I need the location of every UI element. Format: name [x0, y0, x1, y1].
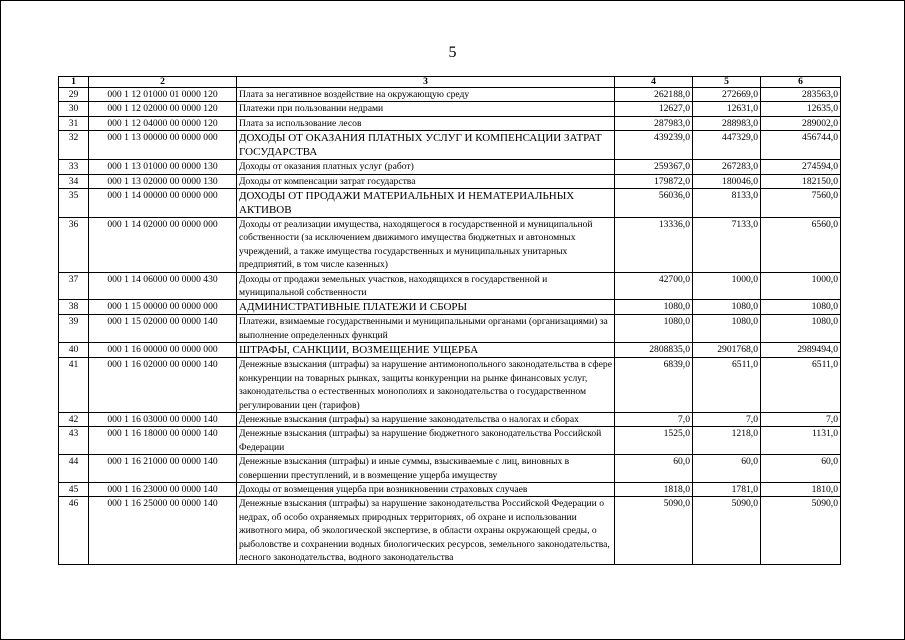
budget-code: 000 1 16 03000 00 0000 140	[89, 412, 237, 426]
value-col-5: 2901768,0	[693, 343, 761, 358]
revenue-description: Доходы от оказания платных услуг (работ)	[237, 160, 615, 174]
revenue-description: ДОХОДЫ ОТ ПРОДАЖИ МАТЕРИАЛЬНЫХ И НЕМАТЕРИАЛЬНЫХ АКТИВОВ	[237, 189, 615, 218]
value-col-5: 5090,0	[693, 497, 761, 565]
value-col-6: 289002,0	[761, 116, 841, 130]
budget-code: 000 1 16 02000 00 0000 140	[89, 358, 237, 413]
budget-code: 000 1 12 01000 01 0000 120	[89, 88, 237, 102]
value-col-4: 1525,0	[615, 427, 693, 455]
budget-code: 000 1 16 18000 00 0000 140	[89, 427, 237, 455]
row-number: 33	[59, 160, 89, 174]
value-col-6: 1810,0	[761, 482, 841, 496]
value-col-5: 180046,0	[693, 174, 761, 188]
revenue-description: Плата за негативное воздействие на окружающую среду	[237, 88, 615, 102]
value-col-6: 7560,0	[761, 189, 841, 218]
table-row	[59, 300, 841, 315]
revenue-description: ДОХОДЫ ОТ ОКАЗАНИЯ ПЛАТНЫХ УСЛУГ И КОМПЕНСАЦИИ ЗАТРАТ ГОСУДАРСТВА	[237, 131, 615, 160]
table-row	[59, 358, 841, 413]
budget-code: 000 1 14 06000 00 0000 430	[89, 272, 237, 300]
table-row	[59, 102, 841, 116]
revenue-description: Денежные взыскания (штрафы) за нарушение законодательства о налогах и сборах	[237, 412, 615, 426]
revenue-description: Денежные взыскания (штрафы) за нарушение законодательства Российской Федерации о недрах, об особо охраняемых природных территориях, об охране и использовании животного мира, об экологической экспертизе, в области охраны окружающей среды, о рыболовстве и сохранении водных биологических ресурсов, земельного законодательства, лесного законодательства, водного законодательства	[237, 497, 615, 565]
budget-code: 000 1 16 25000 00 0000 140	[89, 497, 237, 565]
value-col-5: 447329,0	[693, 131, 761, 160]
revenue-description: Денежные взыскания (штрафы) и иные суммы, взыскиваемые с лиц, виновных в совершении преступлений, и в возмещение ущерба имуществу	[237, 455, 615, 483]
value-col-5: 1000,0	[693, 272, 761, 300]
row-number: 37	[59, 272, 89, 300]
table-row	[59, 427, 841, 455]
budget-code: 000 1 15 02000 00 0000 140	[89, 315, 237, 343]
value-col-4: 259367,0	[615, 160, 693, 174]
revenue-description: Доходы от реализации имущества, находящегося в государственной и муниципальной собственности (за исключением движимого имущества бюджетных и автономных учреждений, а также имущества государственных и муниципальных унитарных предприятий, в том числе казенных)	[237, 218, 615, 273]
table-row	[59, 160, 841, 174]
value-col-6: 60,0	[761, 455, 841, 483]
table-row	[59, 455, 841, 483]
header-cell-6: 6	[761, 77, 841, 88]
table-row	[59, 272, 841, 300]
header-cell-1: 1	[59, 77, 89, 88]
row-number: 40	[59, 343, 89, 358]
value-col-5: 12631,0	[693, 102, 761, 116]
value-col-4: 56036,0	[615, 189, 693, 218]
row-number: 41	[59, 358, 89, 413]
row-number: 31	[59, 116, 89, 130]
value-col-5: 8133,0	[693, 189, 761, 218]
row-number: 45	[59, 482, 89, 496]
budget-code: 000 1 12 02000 00 0000 120	[89, 102, 237, 116]
table-row	[59, 497, 841, 565]
value-col-4: 262188,0	[615, 88, 693, 102]
value-col-5: 7,0	[693, 412, 761, 426]
revenue-description: Платежи, взимаемые государственными и муниципальными органами (организациями) за выполнение определенных функций	[237, 315, 615, 343]
value-col-4: 60,0	[615, 455, 693, 483]
value-col-5: 1080,0	[693, 315, 761, 343]
table-row	[59, 174, 841, 188]
revenue-description: Денежные взыскания (штрафы) за нарушение антимонопольного законодательства в сфере конкуренции на товарных рынках, защиты конкуренции на рынке финансовых услуг, законодательства о естественных монополиях и законодательства о государственном регулировании цен (тарифов)	[237, 358, 615, 413]
value-col-4: 1080,0	[615, 315, 693, 343]
row-number: 43	[59, 427, 89, 455]
value-col-5: 1218,0	[693, 427, 761, 455]
row-number: 35	[59, 189, 89, 218]
value-col-4: 13336,0	[615, 218, 693, 273]
row-number: 36	[59, 218, 89, 273]
value-col-4: 179872,0	[615, 174, 693, 188]
row-number: 34	[59, 174, 89, 188]
table-row	[59, 189, 841, 218]
table-row	[59, 482, 841, 496]
revenue-description: Платежи при пользовании недрами	[237, 102, 615, 116]
budget-code: 000 1 13 01000 00 0000 130	[89, 160, 237, 174]
budget-code: 000 1 16 23000 00 0000 140	[89, 482, 237, 496]
budget-code: 000 1 12 04000 00 0000 120	[89, 116, 237, 130]
header-cell-5: 5	[693, 77, 761, 88]
table-row	[59, 412, 841, 426]
revenue-description: Доходы от возмещения ущерба при возникновении страховых случаев	[237, 482, 615, 496]
table-row	[59, 315, 841, 343]
value-col-5: 288983,0	[693, 116, 761, 130]
row-number: 42	[59, 412, 89, 426]
table-row	[59, 131, 841, 160]
budget-code: 000 1 15 00000 00 0000 000	[89, 300, 237, 315]
budget-code: 000 1 13 02000 00 0000 130	[89, 174, 237, 188]
table-row	[59, 88, 841, 102]
value-col-6: 283563,0	[761, 88, 841, 102]
page-number: 5	[448, 44, 457, 61]
value-col-6: 7,0	[761, 412, 841, 426]
value-col-4: 42700,0	[615, 272, 693, 300]
header-cell-4: 4	[615, 77, 693, 88]
revenue-description: Плата за использование лесов	[237, 116, 615, 130]
value-col-6: 1000,0	[761, 272, 841, 300]
row-number: 46	[59, 497, 89, 565]
value-col-4: 12627,0	[615, 102, 693, 116]
revenue-description: Доходы от компенсации затрат государства	[237, 174, 615, 188]
header-cell-3: 3	[237, 77, 615, 88]
header-cell-2: 2	[89, 77, 237, 88]
value-col-4: 6839,0	[615, 358, 693, 413]
value-col-6: 5090,0	[761, 497, 841, 565]
revenue-description: АДМИНИСТРАТИВНЫЕ ПЛАТЕЖИ И СБОРЫ	[237, 300, 615, 315]
value-col-6: 1080,0	[761, 300, 841, 315]
value-col-5: 7133,0	[693, 218, 761, 273]
value-col-6: 1131,0	[761, 427, 841, 455]
value-col-5: 1080,0	[693, 300, 761, 315]
row-number: 29	[59, 88, 89, 102]
budget-code: 000 1 13 00000 00 0000 000	[89, 131, 237, 160]
value-col-6: 456744,0	[761, 131, 841, 160]
value-col-4: 287983,0	[615, 116, 693, 130]
budget-code: 000 1 16 21000 00 0000 140	[89, 455, 237, 483]
value-col-5: 6511,0	[693, 358, 761, 413]
budget-code: 000 1 14 02000 00 0000 000	[89, 218, 237, 273]
revenue-description: Доходы от продажи земельных участков, находящихся в государственной и муниципальной собственности	[237, 272, 615, 300]
budget-table	[58, 76, 841, 565]
value-col-6: 12635,0	[761, 102, 841, 116]
table-row	[59, 218, 841, 273]
row-number: 32	[59, 131, 89, 160]
table-body	[59, 88, 841, 565]
revenue-description: ШТРАФЫ, САНКЦИИ, ВОЗМЕЩЕНИЕ УЩЕРБА	[237, 343, 615, 358]
value-col-6: 2989494,0	[761, 343, 841, 358]
value-col-5: 1781,0	[693, 482, 761, 496]
value-col-5: 267283,0	[693, 160, 761, 174]
table-row	[59, 343, 841, 358]
value-col-4: 1818,0	[615, 482, 693, 496]
value-col-5: 272669,0	[693, 88, 761, 102]
value-col-4: 7,0	[615, 412, 693, 426]
value-col-4: 439239,0	[615, 131, 693, 160]
table-row	[59, 116, 841, 130]
value-col-6: 274594,0	[761, 160, 841, 174]
value-col-5: 60,0	[693, 455, 761, 483]
value-col-4: 5090,0	[615, 497, 693, 565]
value-col-6: 182150,0	[761, 174, 841, 188]
value-col-6: 6511,0	[761, 358, 841, 413]
value-col-4: 2808835,0	[615, 343, 693, 358]
row-number: 30	[59, 102, 89, 116]
row-number: 39	[59, 315, 89, 343]
budget-code: 000 1 16 00000 00 0000 000	[89, 343, 237, 358]
budget-code: 000 1 14 00000 00 0000 000	[89, 189, 237, 218]
header-row	[59, 77, 841, 88]
value-col-6: 1080,0	[761, 315, 841, 343]
revenue-description: Денежные взыскания (штрафы) за нарушение бюджетного законодательства Российской Федерации	[237, 427, 615, 455]
value-col-4: 1080,0	[615, 300, 693, 315]
row-number: 44	[59, 455, 89, 483]
row-number: 38	[59, 300, 89, 315]
value-col-6: 6560,0	[761, 218, 841, 273]
